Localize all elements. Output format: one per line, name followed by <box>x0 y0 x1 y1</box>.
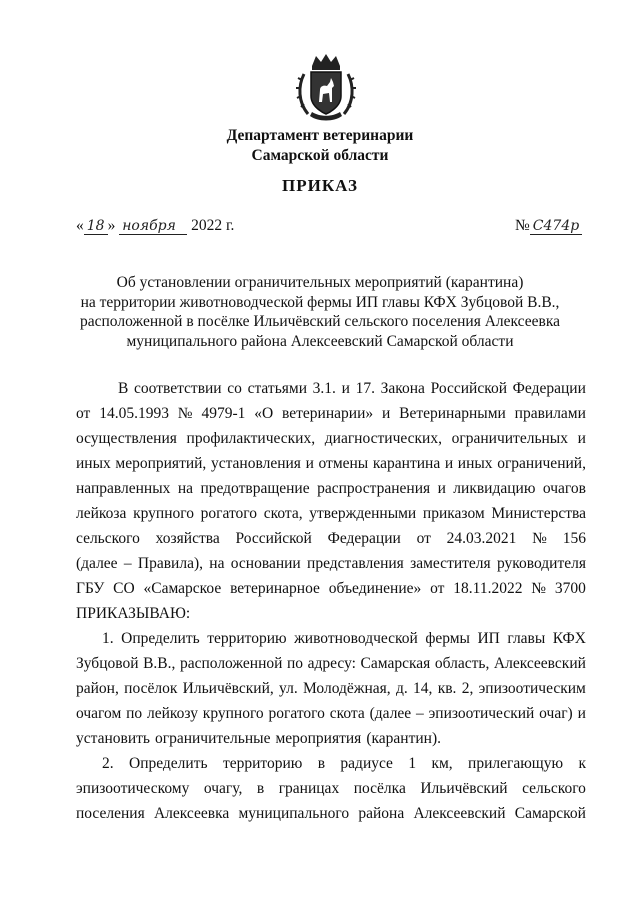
body-word: № <box>531 580 547 597</box>
body-word: и <box>305 455 314 472</box>
department-line-1: Департамент ветеринарии <box>226 127 414 144</box>
body-line <box>76 451 586 476</box>
body-word: района <box>358 805 405 822</box>
body-word: 4979-1 <box>201 405 246 422</box>
body-word: ПРИКАЗЫВАЮ: <box>76 605 191 622</box>
body-word: главы <box>507 630 546 647</box>
body-word: эпизоотическим <box>478 680 586 697</box>
body-word: по <box>126 705 143 722</box>
body-word: в <box>317 755 326 772</box>
body-word: ветеринарное <box>230 580 320 597</box>
body-word: ограничительные <box>154 730 271 747</box>
body-word: ветеринарии» <box>282 405 374 422</box>
body-word: Самарская <box>360 655 431 672</box>
body-word: на <box>177 480 194 497</box>
body-word: посёлка <box>353 780 406 797</box>
body-word: эпизоотический <box>428 705 535 722</box>
body-word: 17. <box>355 380 375 397</box>
body-word: прилегающую <box>468 755 564 772</box>
body-word: радиусе <box>340 755 393 772</box>
order-date <box>76 217 234 235</box>
body-word: ограничений, <box>497 455 586 472</box>
body-word: муниципального <box>238 805 350 822</box>
body-word: соответствии <box>134 380 222 397</box>
body-word: и <box>577 705 586 722</box>
body-word: посёлок <box>124 680 178 697</box>
body-word: карантина <box>372 455 441 472</box>
body-word: (карантин). <box>366 730 441 747</box>
body-line <box>76 651 586 676</box>
order-number <box>515 217 582 235</box>
date-quote-open: « <box>76 217 84 234</box>
body-word: скота <box>329 705 365 722</box>
body-word: 14, <box>413 680 433 697</box>
body-word: Самарской <box>514 805 586 822</box>
body-word: ИП <box>477 630 500 647</box>
body-word: приказом <box>422 505 485 522</box>
order-subject <box>0 273 640 351</box>
subject-line: муниципального района Алексеевский Самарской области <box>126 332 514 350</box>
body-word: – <box>123 555 132 572</box>
body-word: и <box>577 430 586 447</box>
body-word: и <box>444 455 454 472</box>
body-word: «О <box>254 405 274 422</box>
body-word: Ильичёвский <box>420 780 508 797</box>
body-word: 1. <box>102 630 114 647</box>
body-word: от <box>430 580 445 597</box>
body-word: статьями <box>247 380 307 397</box>
body-word: КФХ <box>552 630 586 647</box>
body-line <box>76 776 586 801</box>
body-line <box>76 751 586 776</box>
body-word: основании <box>230 555 301 572</box>
body-line <box>76 701 586 726</box>
body-line <box>76 526 586 551</box>
body-word: ул. <box>279 680 298 697</box>
date-month-handwritten: ноября <box>119 218 187 235</box>
body-word: очагов <box>542 480 586 497</box>
body-word: представления <box>307 555 404 572</box>
body-word: очаг) <box>539 705 573 722</box>
body-word: лейкоза <box>76 505 127 522</box>
body-word: Федерации <box>327 530 401 547</box>
body-word: лейкозу <box>147 705 198 722</box>
subject-line: на территории животноводческой фермы ИП главы КФХ Зубцовой В.В., <box>80 293 560 311</box>
body-word: очагом <box>76 705 122 722</box>
body-line <box>76 601 586 626</box>
body-word: 14.05.1993 <box>99 405 169 422</box>
body-word: хозяйства <box>155 530 220 547</box>
body-word: Определить <box>129 755 208 772</box>
body-word: правилами <box>514 405 586 422</box>
body-word: отмены <box>318 455 369 472</box>
body-word: Федерации <box>512 380 586 397</box>
body-word: Закона <box>380 380 425 397</box>
body-word: иных <box>457 455 493 472</box>
body-line <box>76 551 586 576</box>
body-word: и <box>437 480 446 497</box>
body-word: № <box>532 530 547 547</box>
body-word: территорию <box>222 755 303 772</box>
body-word: диагностических, <box>324 430 442 447</box>
body-word: границах <box>278 780 340 797</box>
body-word: Правила), <box>137 555 203 572</box>
body-word: от <box>416 530 431 547</box>
body-word: к <box>578 755 586 772</box>
body-word: поселения <box>76 805 145 822</box>
date-quote-close: » <box>107 217 116 234</box>
body-line <box>76 676 586 701</box>
body-word: 2. <box>102 755 114 772</box>
body-word: профилактических, <box>186 430 316 447</box>
body-word: 24.03.2021 <box>446 530 517 547</box>
date-year: 2022 г. <box>191 217 235 234</box>
body-line <box>76 501 586 526</box>
body-word: – <box>416 705 424 722</box>
body-word: эпизоотическому <box>76 780 190 797</box>
date-day-handwritten: 18 <box>84 218 108 235</box>
number-value-handwritten: С474р <box>530 218 582 235</box>
body-word: 156 <box>562 530 586 547</box>
body-word: очагу, <box>203 780 243 797</box>
body-word: и <box>341 380 350 397</box>
body-word: утвержденными <box>309 505 417 522</box>
body-word: крупного <box>202 705 264 722</box>
body-word: Зубцовой <box>76 655 139 672</box>
body-word: Определить <box>121 630 200 647</box>
body-line <box>76 801 586 826</box>
body-word: руководителя <box>496 555 586 572</box>
body-word: Российской <box>235 530 312 547</box>
body-word: ГБУ <box>76 580 105 597</box>
body-word: Министерства <box>491 505 586 522</box>
body-word: адресу: <box>307 655 356 672</box>
body-word: осуществления <box>76 430 177 447</box>
body-word: кв. <box>437 680 457 697</box>
body-word: № <box>177 405 193 422</box>
body-word: район, <box>76 680 119 697</box>
body-word: Алексеевский <box>493 655 586 672</box>
coat-of-arms-emblem <box>294 52 358 124</box>
body-word: В.В., <box>143 655 176 672</box>
body-word: крупного <box>133 505 194 522</box>
body-word: распространения <box>317 480 431 497</box>
body-word: Алексеевский <box>413 805 506 822</box>
body-word: сельского <box>76 530 140 547</box>
body-word: км, <box>431 755 453 772</box>
body-word: установить <box>76 730 150 747</box>
body-line <box>76 626 586 651</box>
department-line-2: Самарской области <box>251 147 389 164</box>
body-word: ограничительных <box>451 430 568 447</box>
body-word: (далее <box>369 705 412 722</box>
body-line <box>76 576 586 601</box>
subject-line: Об установлении ограничительных мероприятий (карантина) <box>116 274 524 291</box>
body-line <box>76 726 586 751</box>
body-word: Ильичёвский, <box>182 680 274 697</box>
department-name <box>0 126 640 166</box>
body-word: СО <box>113 580 135 597</box>
body-word: животноводческой <box>294 630 418 647</box>
body-word: в <box>256 780 265 797</box>
body-word: рогатого <box>268 705 325 722</box>
body-word: на <box>209 555 225 572</box>
order-title: ПРИКАЗ <box>282 176 358 195</box>
body-word: сельского <box>522 780 586 797</box>
body-word: д. <box>395 680 408 697</box>
body-word: Ветеринарными <box>399 405 506 422</box>
body-word: 3.1. <box>312 380 336 397</box>
body-word: скота, <box>263 505 303 522</box>
body-word: объединение» <box>328 580 422 597</box>
body-word: заместителя <box>410 555 491 572</box>
body-word: со <box>227 380 242 397</box>
body-line <box>76 401 586 426</box>
body-word: Алексеевка <box>153 805 230 822</box>
body-word: от <box>76 405 91 422</box>
body-word: территорию <box>207 630 287 647</box>
body-word: 2, <box>461 680 474 697</box>
body-word: 18.11.2022 <box>453 580 523 597</box>
body-word: Российской <box>430 380 507 397</box>
body-word: В <box>118 380 129 397</box>
body-word: 3700 <box>554 580 586 597</box>
body-word: (далее <box>76 555 118 572</box>
body-line <box>76 476 586 501</box>
body-word: по <box>287 655 304 672</box>
body-line <box>76 426 586 451</box>
body-word: расположенной <box>179 655 283 672</box>
subject-line: расположенной в посёлке Ильичёвский сельского поселения Алексеевка <box>79 313 560 330</box>
body-word: фермы <box>425 630 470 647</box>
body-word: и <box>381 405 391 422</box>
body-word: ликвидацию <box>453 480 536 497</box>
body-word: установления <box>210 455 301 472</box>
order-body <box>76 376 586 826</box>
body-word: область, <box>434 655 490 672</box>
body-word: рогатого <box>200 505 258 522</box>
body-word: иных <box>76 455 111 472</box>
body-word: Молодёжная, <box>303 680 391 697</box>
body-word: мероприятий, <box>115 455 207 472</box>
number-prefix: № <box>515 217 530 234</box>
body-word: «Самарское <box>143 580 222 597</box>
body-line <box>76 376 586 401</box>
body-word: предотвращение <box>200 480 310 497</box>
body-word: мероприятия <box>275 730 362 747</box>
body-word: направленных <box>76 480 171 497</box>
body-word: 1 <box>408 755 417 772</box>
